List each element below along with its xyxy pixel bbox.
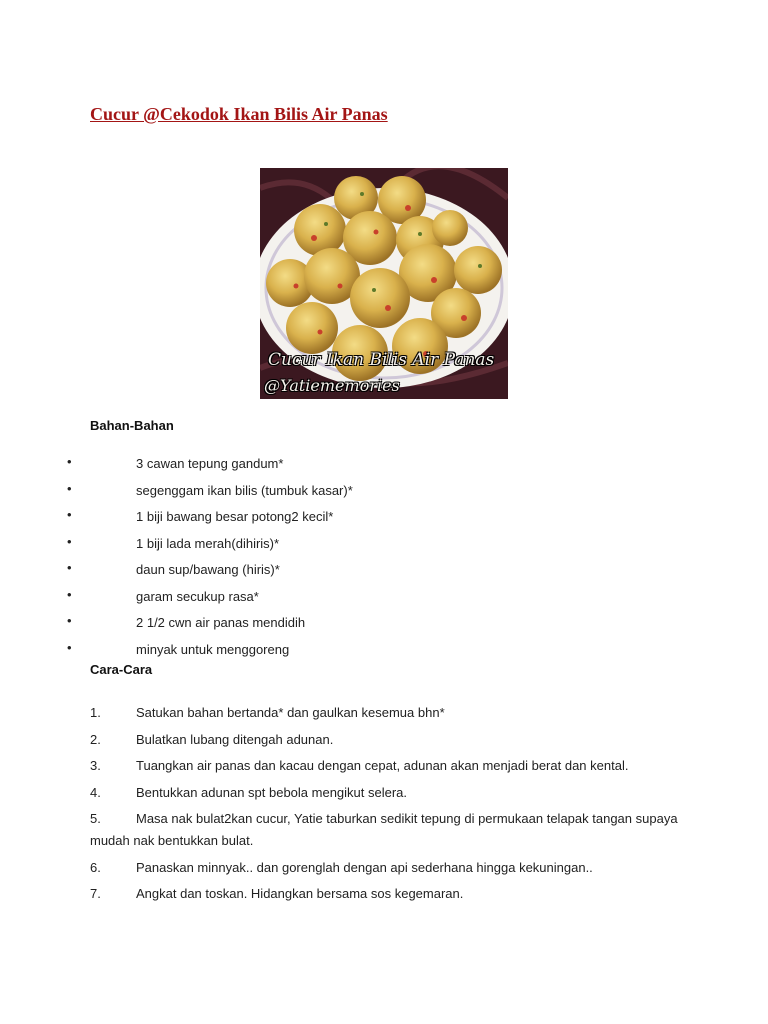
step-number: 4. (90, 784, 101, 800)
step-text: Angkat dan toskan. Hidangkan bersama sos kegemaran. (136, 886, 464, 901)
list-item (0, 883, 768, 905)
ingredient-text: minyak untuk menggoreng (136, 641, 290, 657)
bullet-icon: • (67, 639, 72, 655)
step-text: Bentukkan adunan spt bebola mengikut selera. (136, 784, 408, 800)
step-text: Bulatkan lubang ditengah adunan. (136, 731, 334, 747)
ingredient-text: 1 biji lada merah(dihiris)* (136, 535, 280, 551)
ingredients-heading: Bahan-Bahan (90, 418, 174, 433)
bullet-icon: • (67, 560, 72, 575)
step-number: 3. (90, 758, 101, 773)
bullet-icon: • (67, 613, 72, 628)
method-heading: Cara-Cara (90, 662, 153, 677)
list-item (0, 782, 768, 804)
step-text: Tuangkan air panas dan kacau dengan cepat, adunan akan menjadi berat dan kental. (136, 758, 629, 773)
recipe-photo (260, 168, 508, 399)
bullet-icon: • (67, 454, 72, 469)
bullet-icon: • (67, 507, 72, 522)
ingredient-text: 3 cawan tepung gandum* (136, 456, 284, 471)
ingredient-text: segenggam ikan bilis (tumbuk kasar)* (136, 482, 353, 498)
list-item (0, 702, 768, 724)
step-text: Panaskan minnyak.. dan gorenglah dengan api sederhana hingga kekuningan.. (136, 859, 593, 875)
ingredient-text: garam secukup rasa* (136, 588, 259, 604)
step-number: 2. (90, 731, 101, 747)
step-number: 1. (90, 705, 101, 720)
list-item (0, 755, 768, 777)
list-item (0, 808, 768, 852)
step-number: 6. (90, 859, 101, 875)
ingredient-text: 1 biji bawang besar potong2 kecil* (136, 509, 334, 524)
step-number: 5. (90, 811, 101, 826)
bullet-icon: • (67, 480, 72, 496)
step-text: Masa nak bulat2kan cucur, Yatie taburkan sedikit tepung di permukaan telapak tangan supaya mudah nak bentukkan bulat. (90, 811, 678, 848)
list-item (0, 857, 768, 879)
step-number: 7. (90, 886, 101, 901)
ingredient-text: daun sup/bawang (hiris)* (136, 562, 280, 577)
step-text: Satukan bahan bertanda* dan gaulkan kesemua bhn* (136, 705, 445, 720)
bullet-icon: • (67, 533, 72, 549)
list-item (0, 729, 768, 751)
bullet-icon: • (67, 586, 72, 602)
photo-caption-watermark: @Yatiememories (264, 376, 400, 395)
method-steps (0, 702, 768, 910)
recipe-title[interactable]: Cucur @Cekodok Ikan Bilis Air Panas (90, 104, 388, 124)
photo-caption-title: Cucur Ikan Bilis Air Panas (268, 350, 495, 370)
ingredient-text: 2 1/2 cwn air panas mendidih (136, 615, 306, 630)
